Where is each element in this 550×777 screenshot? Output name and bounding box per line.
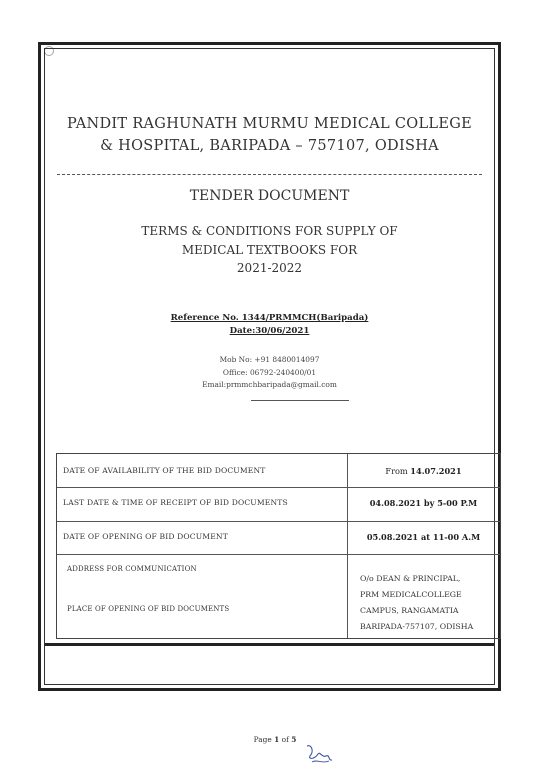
terms-line-2: MEDICAL TEXTBOOKS FOR	[181, 242, 358, 257]
table-column-divider	[347, 454, 348, 638]
document-border	[38, 42, 501, 691]
terms-heading	[45, 222, 494, 278]
address-line-4: BARIPADA-757107, ODISHA	[360, 622, 474, 631]
address-line-2: PRM MEDICALCOLLEGE	[360, 590, 462, 599]
terms-line-1: TERMS & CONDITIONS FOR SUPPLY OF	[141, 224, 398, 238]
document-title: TENDER DOCUMENT	[189, 188, 350, 204]
page-total: 5	[291, 735, 297, 744]
dashed-divider	[57, 174, 482, 175]
contact-email: Email:prmmchbaripada@gmail.com	[202, 380, 337, 389]
contact-underline	[251, 400, 349, 401]
availability-value	[347, 466, 500, 476]
receipt-value: 04.08.2021 by 5-00 P.M	[369, 498, 478, 508]
reference-number: Reference No. 1344/PRMMCH(Baripada)	[170, 313, 369, 323]
tender-schedule-table	[56, 453, 501, 639]
college-name-line-1: PANDIT RAGHUNATH MURMU MEDICAL COLLEGE	[67, 116, 472, 132]
reference-block	[45, 312, 494, 338]
address-line-1: O/o DEAN & PRINCIPAL,	[360, 574, 461, 583]
place-label: PLACE OF OPENING OF BID DOCUMENTS	[67, 605, 230, 613]
availability-prefix: From	[385, 466, 411, 476]
contact-office: Office: 06792-240400/01	[222, 367, 317, 377]
page-current: 1	[274, 735, 280, 744]
page-number-prefix: Page	[253, 735, 275, 744]
table-row-divider	[57, 554, 500, 555]
table-row-divider	[57, 487, 500, 488]
terms-line-3: 2021-2022	[236, 261, 303, 275]
availability-date: 14.07.2021	[410, 466, 462, 476]
page-number	[0, 735, 550, 744]
address-value	[360, 571, 473, 635]
address-label: ADDRESS FOR COMMUNICATION	[67, 565, 197, 573]
opening-value: 05.08.2021 at 11-00 A.M	[366, 532, 481, 542]
opening-label: DATE OF OPENING OF BID DOCUMENT	[63, 532, 228, 541]
college-name	[45, 113, 494, 157]
table-row-divider	[57, 521, 500, 522]
bottom-thick-rule	[45, 643, 494, 646]
college-name-line-2: & HOSPITAL, BARIPADA – 757107, ODISHA	[100, 138, 439, 154]
contact-mobile: Mob No: +91 8480014097	[219, 355, 320, 364]
reference-date: Date:30/06/2021	[229, 326, 310, 336]
availability-label: DATE OF AVAILABILITY OF THE BID DOCUMENT	[63, 466, 266, 475]
initials-signature	[304, 742, 334, 766]
document-inner-border	[44, 48, 495, 685]
contact-block	[45, 354, 494, 392]
page-number-of: of	[279, 735, 292, 744]
address-line-3: CAMPUS, RANGAMATIA	[360, 606, 459, 615]
receipt-label: LAST DATE & TIME OF RECEIPT OF BID DOCUMENTS	[63, 498, 288, 507]
